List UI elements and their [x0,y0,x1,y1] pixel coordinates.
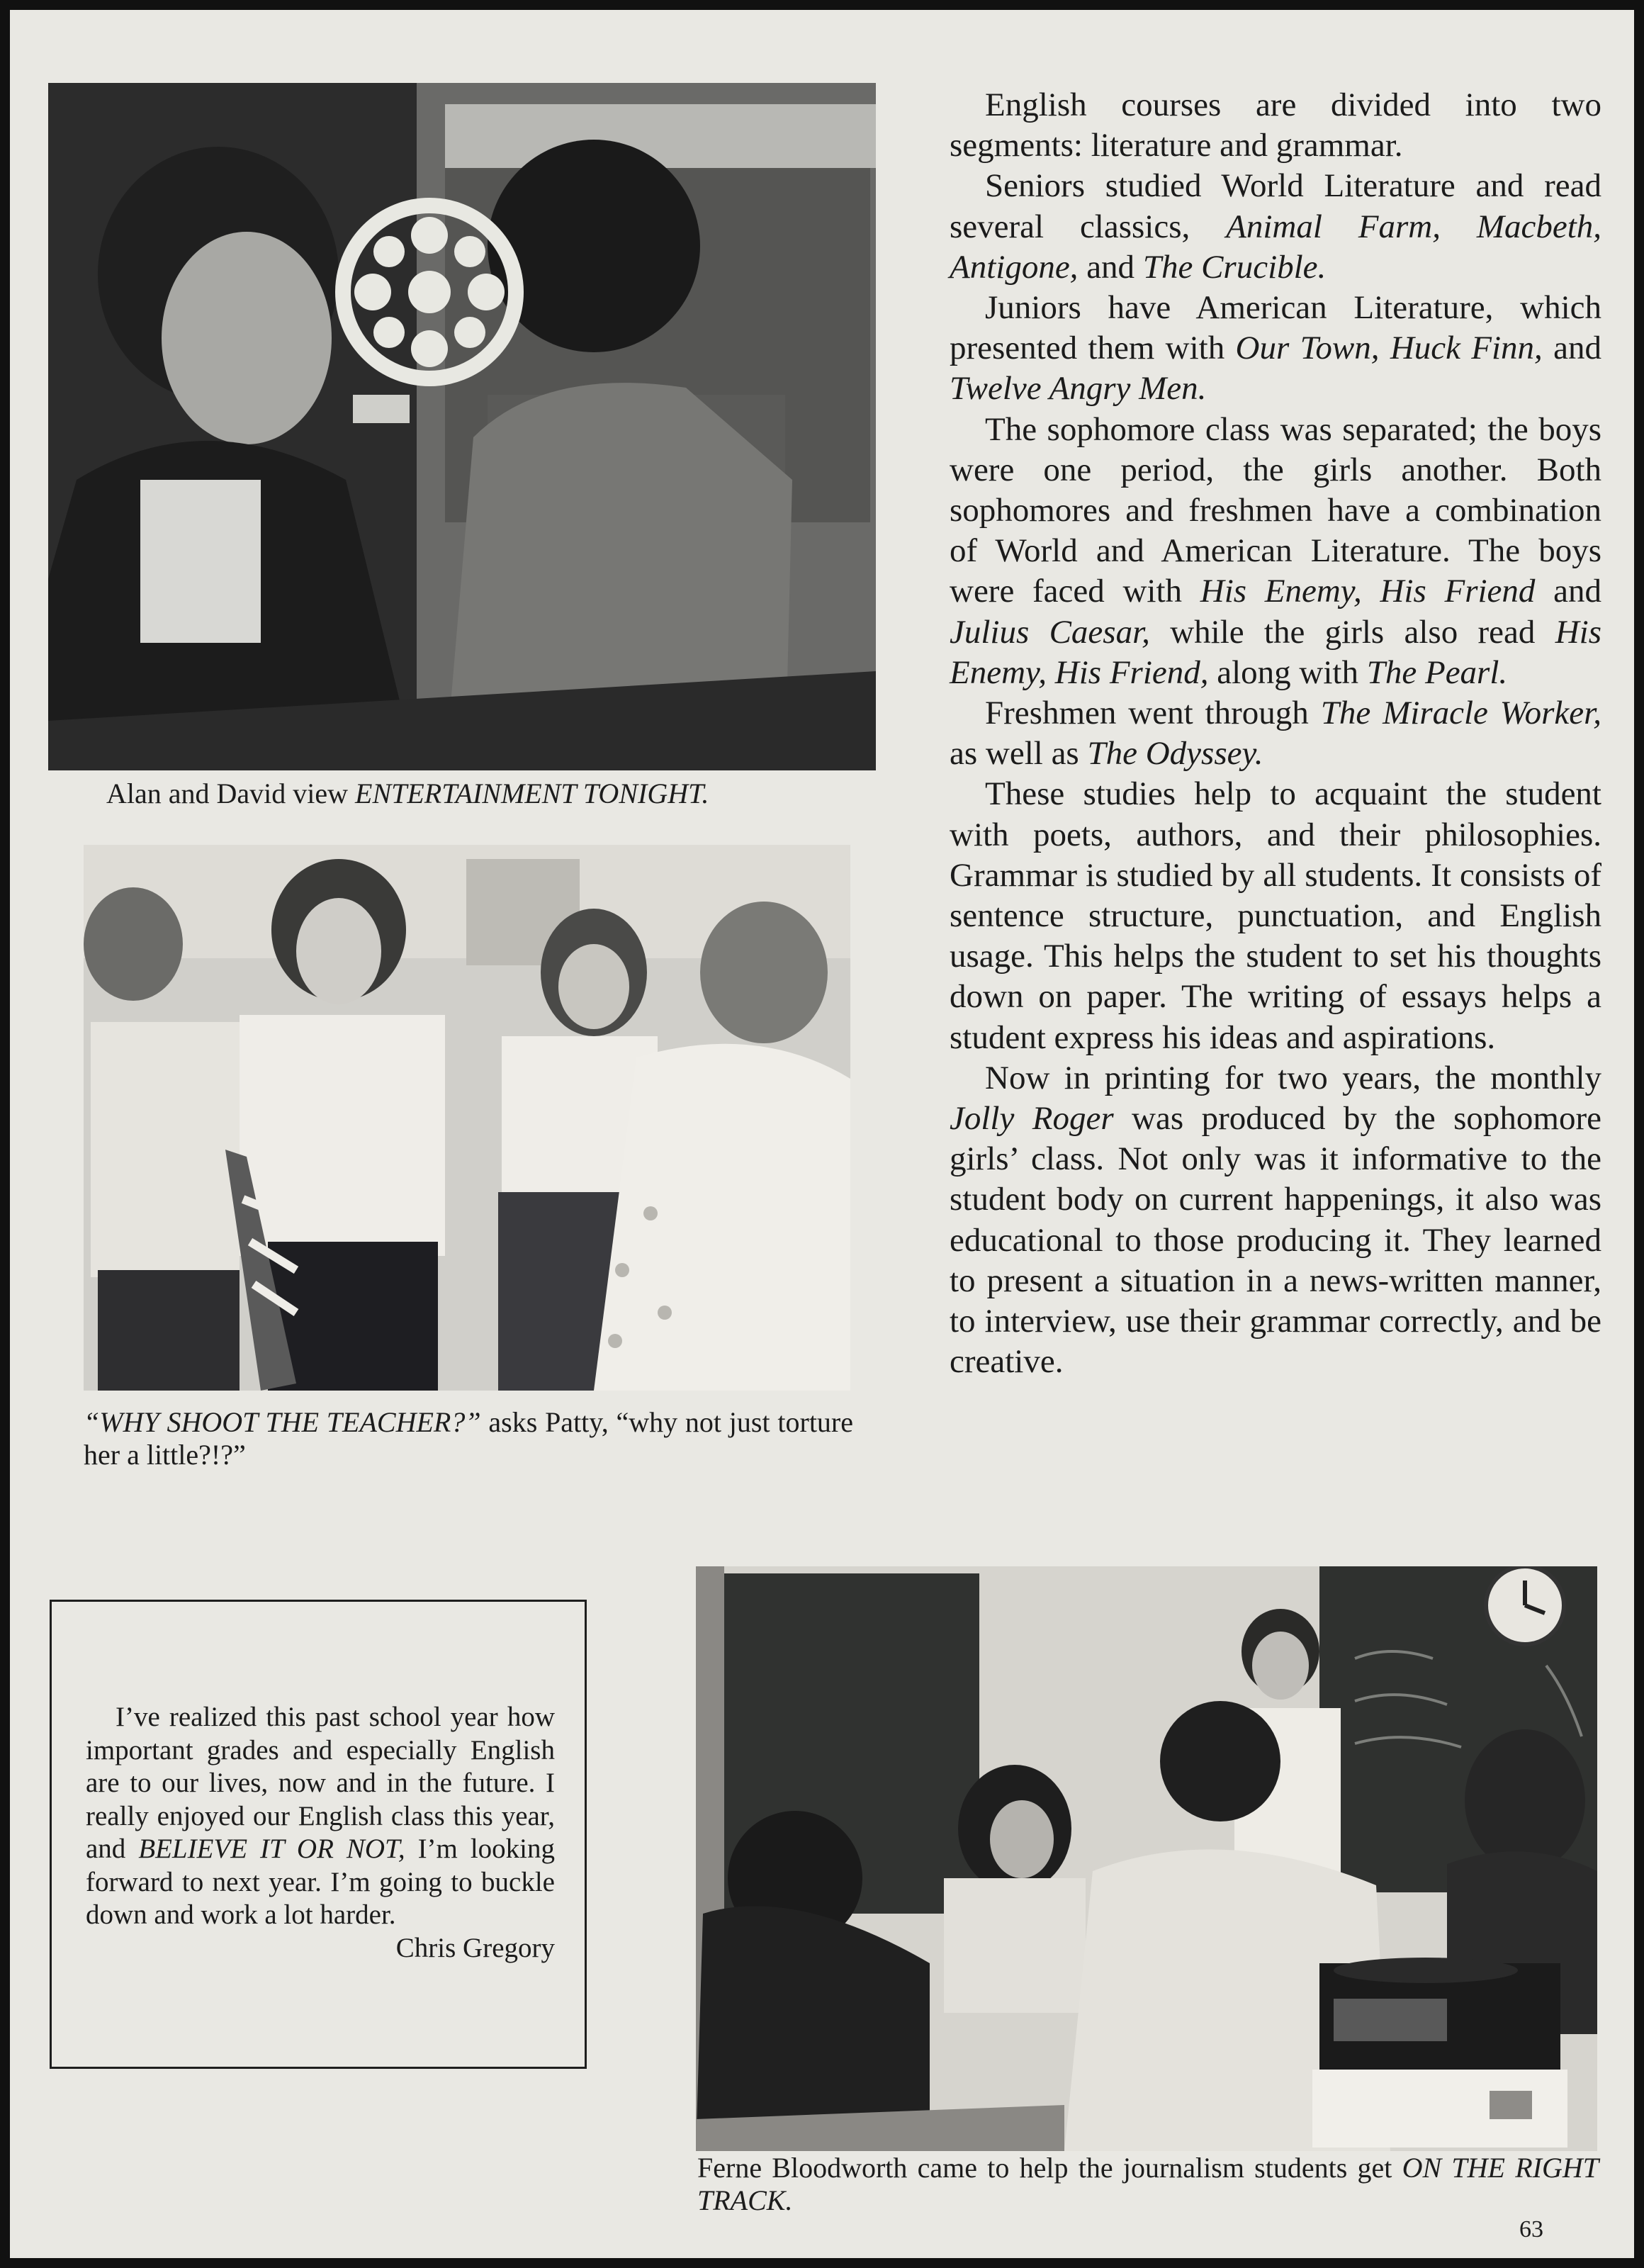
article-text: Freshmen went through [985,695,1321,732]
caption-middle-rest: asks Patty, “why not just torture her a little?!?” [84,1406,854,1471]
caption-top-prefix: Alan and David view [106,777,356,809]
article-text: along with [1208,653,1367,691]
book-title: Twelve Angry Men. [950,370,1207,408]
caption-top-photo [106,777,886,810]
article-paragraph [950,166,1601,288]
caption-bottom-italic: ON THE RIGHT TRACK. [697,2152,1599,2216]
book-title: The Miracle Worker, [1320,695,1601,732]
book-title: Julius Caesar, [950,613,1150,651]
book-title: His Enemy, His Friend, [950,613,1601,691]
book-titles: Animal Farm, Macbeth, Antigone, [950,208,1602,286]
yearbook-page [10,10,1634,2258]
caption-top-show-title: ENTERTAINMENT TONIGHT. [355,777,709,809]
student-quote-box [50,1600,587,2069]
article-text: These studies help to acquaint the student with poets, authors, and their philosophies. Grammar is studied by all students. It consists of sentence structure, punctuation, and English usage. This helps the student to set his thoughts down on paper. The writing of essays helps a student express his ideas and aspirations. [950,775,1601,1056]
caption-middle-quote: “WHY SHOOT THE TEACHER?” [84,1406,481,1438]
article-text: The sophomore class was separated; the boys were one period, the girls another. Both sophomores and freshmen have a combination of World and American Literature. The boys were faced with [950,410,1601,610]
photo-students-flag [84,845,850,1391]
article-text: and [1535,573,1601,610]
article-paragraph [950,1058,1601,1383]
article-text: Now in printing for two years, the monthly [985,1059,1601,1096]
book-title: The Crucible. [1142,248,1327,286]
quote-text: I’m looking forward to next year. I’m going to buckle down and work a lot harder. [86,1834,555,1930]
article-paragraph [950,288,1601,410]
article-text: while the girls also read [1149,613,1555,651]
page-number: 63 [1519,2216,1543,2242]
article-paragraph [950,774,1601,1057]
book-title: His Enemy, His Friend [1200,573,1536,610]
quote-paragraph [86,1701,555,1932]
article-text: English courses are divided into two segments: literature and grammar. [950,86,1601,164]
article-text: and [1542,330,1601,367]
caption-bottom-prefix: Ferne Bloodworth came to help the journalism students get [697,2152,1402,2184]
book-titles: Our Town, Huck Finn, [1235,330,1543,367]
photo-film-projector [48,83,876,770]
quote-italic-title: BELIEVE IT OR NOT, [138,1834,405,1864]
article-text: and [1078,248,1143,286]
quote-author: Chris Gregory [395,1932,555,1963]
book-title: The Odyssey. [1087,735,1263,773]
caption-bottom-photo [697,2152,1599,2217]
book-title: The Pearl. [1366,653,1508,691]
article-text: Juniors have American Literature, which presented them with [950,289,1601,367]
photo-journalism-class [696,1566,1597,2151]
article-text: as well as [950,735,1088,773]
quote-text: I’ve realized this past school year how important grades and especially English are to our lives, now and in the future. I really enjoyed our English class this year, and [86,1702,555,1864]
student-quote [86,1701,555,1965]
caption-middle-photo [84,1406,853,1471]
article-paragraph [950,693,1601,774]
article-paragraph [950,410,1601,693]
article-text: Seniors studied World Literature and read several classics, [950,167,1601,245]
newspaper-title: Jolly Roger [950,1100,1114,1138]
article-paragraph [950,85,1601,166]
article-body [950,85,1601,1383]
article-text: was produced by the sophomore girls’ class. Not only was it informative to the student body on current happenings, it also was educational to those producing it. They learned to present a situation in a news-written manner, to interview, use their grammar correctly, and be creative. [950,1100,1601,1381]
